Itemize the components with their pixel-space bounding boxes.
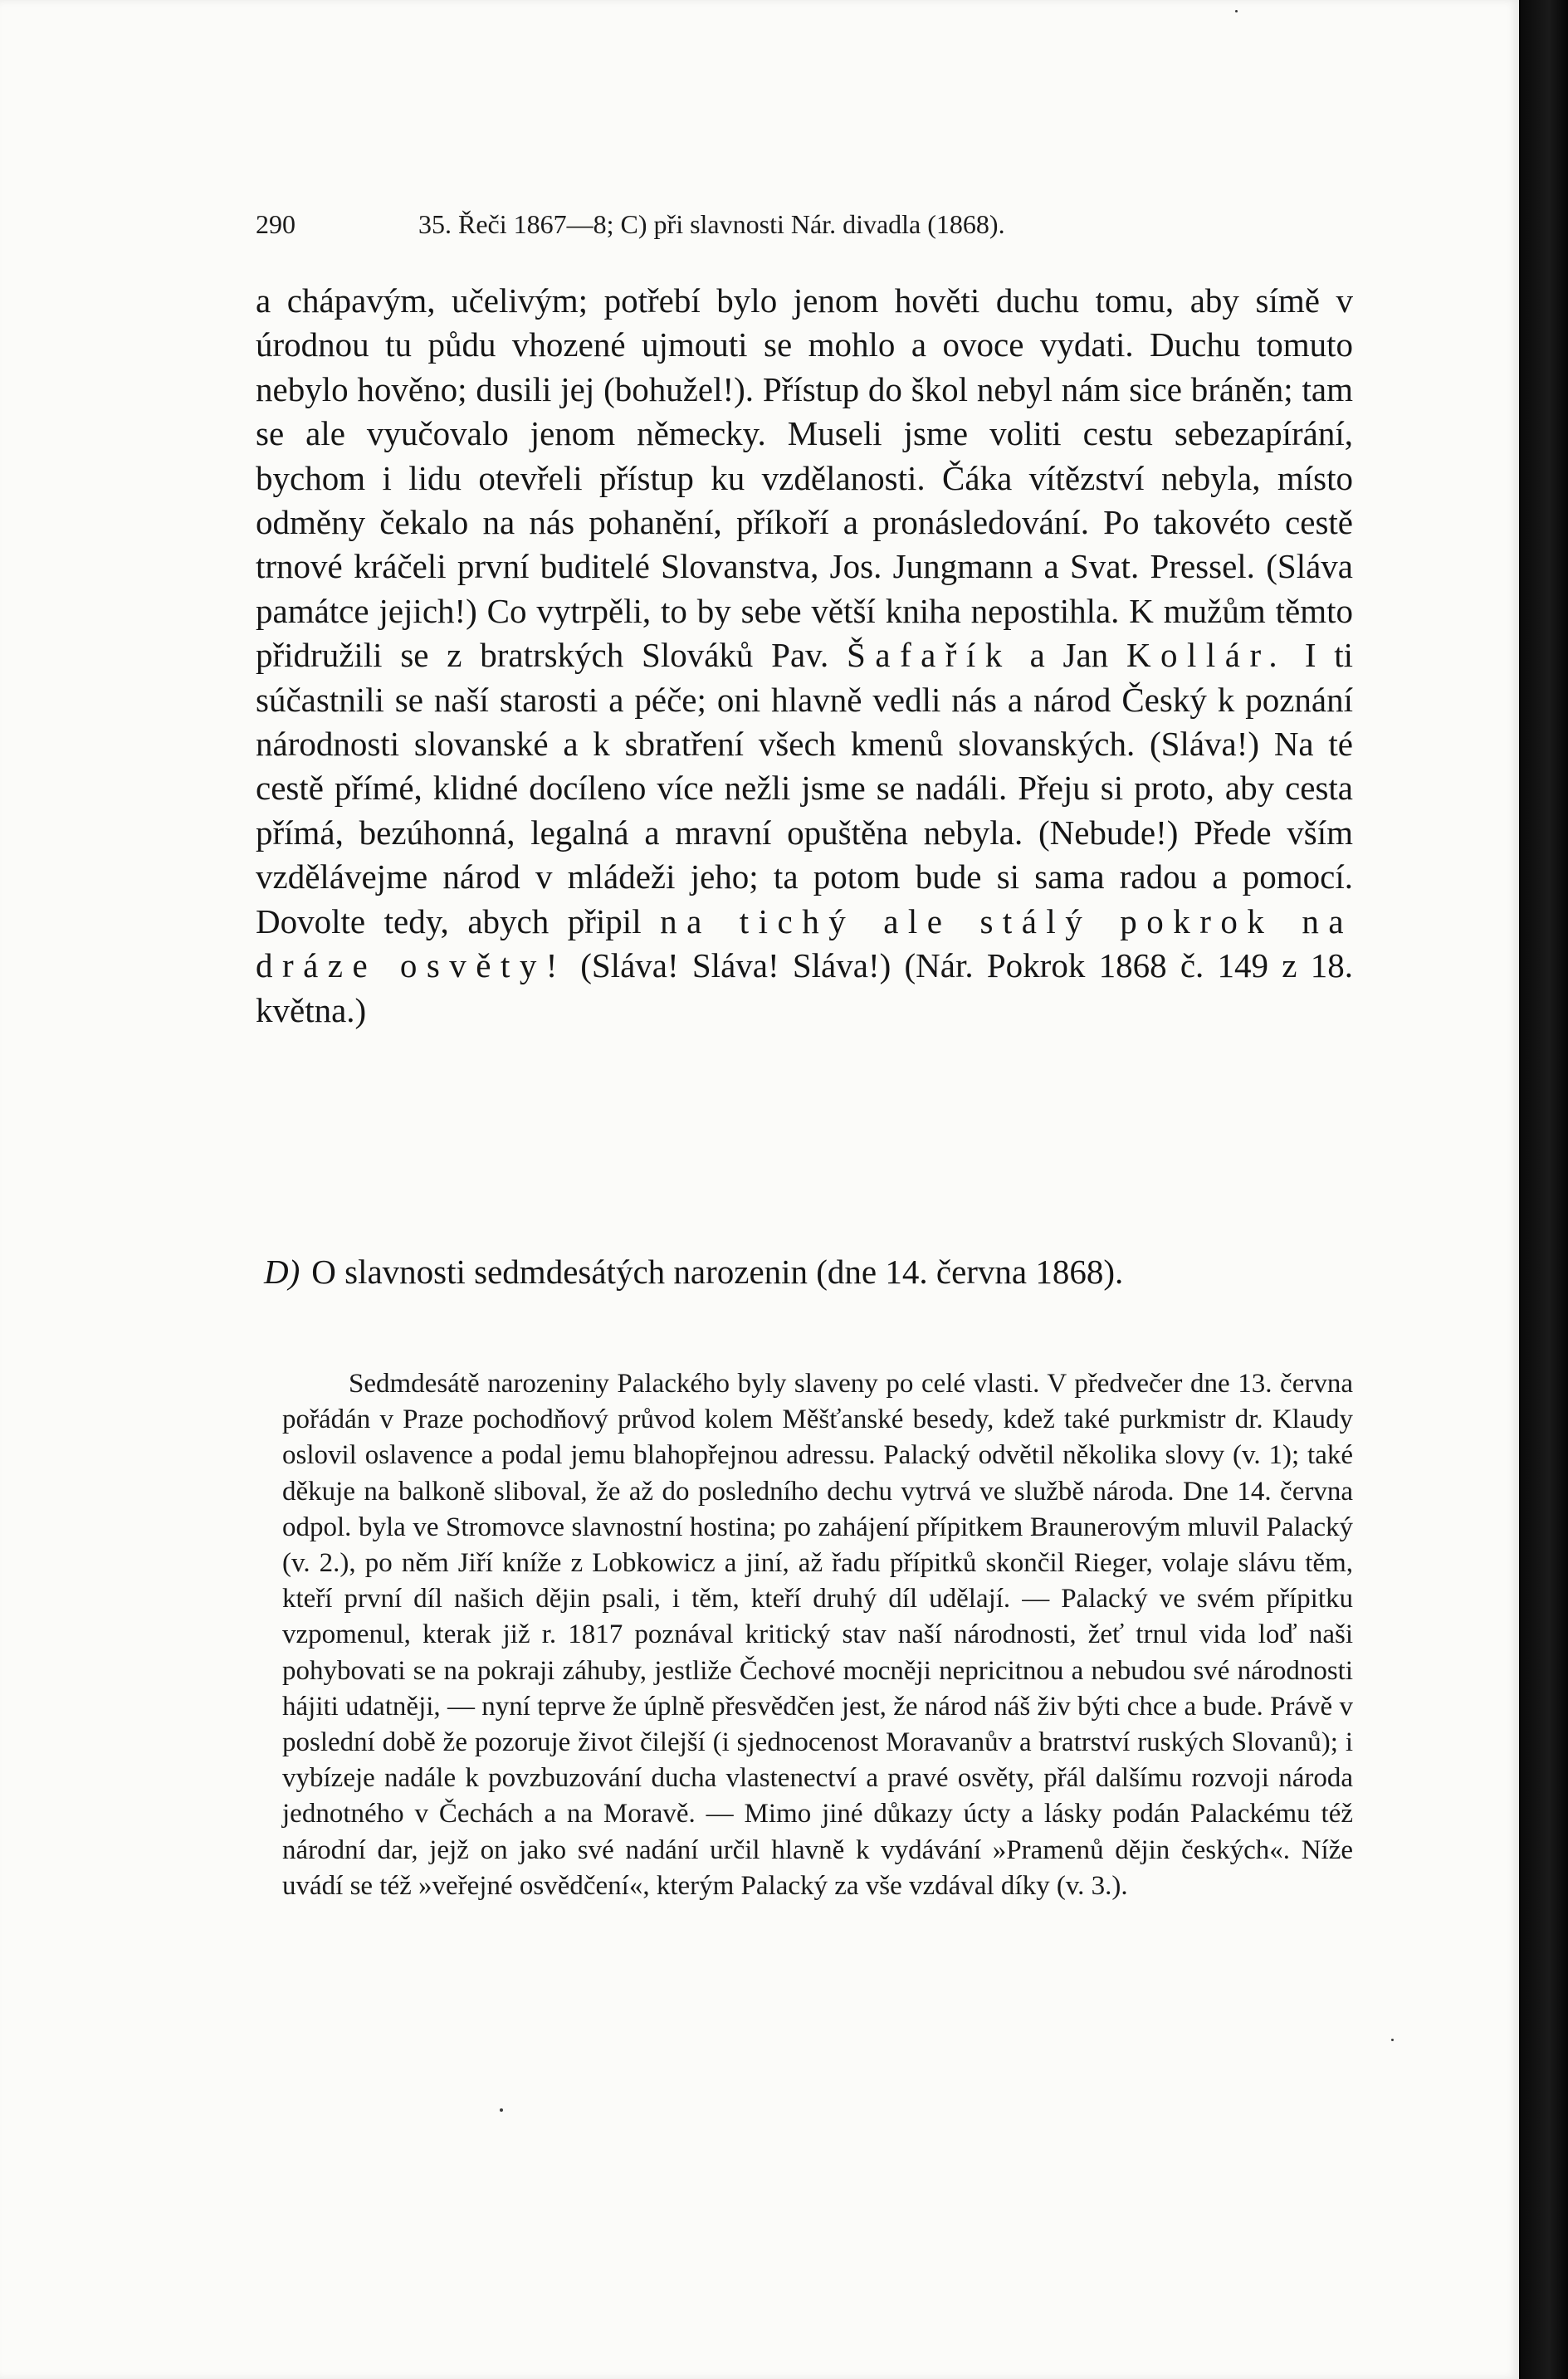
speech-text-part1: a chápavým, učelivým; potřebí bylo jenom hověti duchu tomu, aby símě v úrodnou tu půdu vhozené ujmouti se mohlo a ovoce vydati. Duchu tomuto nebylo hověno; dusili jej (bohužel!). Přístup do škol nebyl nám sice bráněn; tam se ale vyučovalo jenom německy. Museli jsme voliti cestu sebezapírání, bychom i lidu otevřeli přístup ku vzdělanosti. Čáka vítězství nebyla, místo odměny čekalo na nás pohanění, příkoří a pronásledování. Po takovéto cestě trnové kráčeli první buditelé Slovanstva, Jos. Jungmann a Svat. Pressel. (Sláva památce jejich!) Co vytrpěli, to by sebe větší kniha nepostihla. K mužům těmto přidružili se z bratrských Slováků Pav. (256, 281, 1353, 675)
scan-edge (1521, 0, 1568, 2379)
paper-speck (1235, 10, 1238, 12)
speech-text-part3: I ti súčastnili se naší starosti a péče; oni hlavně vedli nás a národ Český k poznání národnosti slovanské a k sbratření všech kmenů slovanských. (Sláva!) Na té cestě přímé, klidné docíleno více nežli jsme se nadáli. Přeju si proto, aby cesta přímá, bezúhonná, legalná a mravní opuštěna nebyla. (Nebude!) Přede vším vzdělávejme národ v mládeži jeho; ta potom bude si sama radou a pomocí. Dovolte tedy, abych připil (256, 636, 1354, 940)
paper-speck (1391, 2039, 1394, 2041)
name-safarik: Šafařík (847, 636, 1012, 675)
name-kollar: Kollár. (1126, 636, 1287, 675)
paper-speck (500, 2108, 503, 2112)
speech-text-part2: a Jan (1029, 636, 1109, 675)
page-number: 290 (256, 209, 296, 239)
section-title-text: O slavnosti sedmdesátých narozenin (dne 14. června 1868). (311, 1253, 1124, 1291)
speech-paragraph (256, 279, 1353, 1033)
section-heading (264, 1252, 1351, 1292)
running-title: 35. Řeči 1867—8; C) při slavnosti Nár. divadla (1868). (418, 209, 1005, 239)
editorial-note (282, 1366, 1353, 1904)
note-paragraph: Sedmdesátě narozeniny Palackého byly slaveny po celé vlasti. V předvečer dne 13. června pořádán v Praze pochodňový průvod kolem Měšťanské besedy, kdež také purkmistr dr. Klaudy oslovil oslavence a podal jemu blahopřejnou adressu. Palacký odvětil několika slovy (v. 1); také děkuje na balkoně sliboval, že až do posledního dechu vytrvá ve službě národa. Dne 14. června odpol. byla ve Stromovce slavnostní hostina; po zahájení přípitkem Braunerovým mluvil Palacký (v. 2.), po něm Jiří kníže z Lobkowicz a jiní, až řadu přípitků skončil Rieger, volaje slávu těm, kteří první díl našich dějin psali, i těm, kteří druhý díl udělají. — Palacký ve svém přípitku vzpomenul, kterak již r. 1817 poznával kritický stav naší národnosti, žeť trnul vida loď naši pohybovati se na pokraji záhuby, jestliže Čechové mocněji nepricitnou a nebudou své národnosti hájiti udatněji, — nyní teprve že úplně přesvědčen jest, že národ náš živ býti chce a bude. Právě v poslední době že pozoruje život čilejší (i sjednocenost Moravanův a bratrství ruských Slovanů); i vybízeje nadále k povzbuzování ducha vlastenectví a pravé osvěty, přál dalšímu rozvoji národa jednotného v Čechách a na Moravě. — Mimo jiné důkazy úcty a lásky podán Palackému též národní dar, jejž on jako své nadání určil hlavně k vydávání »Pramenů dějin českých«. Níže uvádí se též »veřejné osvědčení«, kterým Palacký za vše vzdával díky (v. 3.). (282, 1369, 1353, 1901)
speech-text-part4: (Sláva! Sláva! Sláva!) (Nár. Pokrok 1868 č. 149 z 18. května.) (256, 946, 1354, 1029)
main-text (256, 279, 1353, 1033)
toast-phrase: na tichý ale stálý pokrok na dráze osvěty! (256, 901, 1353, 985)
section-letter: D) (264, 1253, 300, 1291)
running-header (256, 209, 1351, 240)
